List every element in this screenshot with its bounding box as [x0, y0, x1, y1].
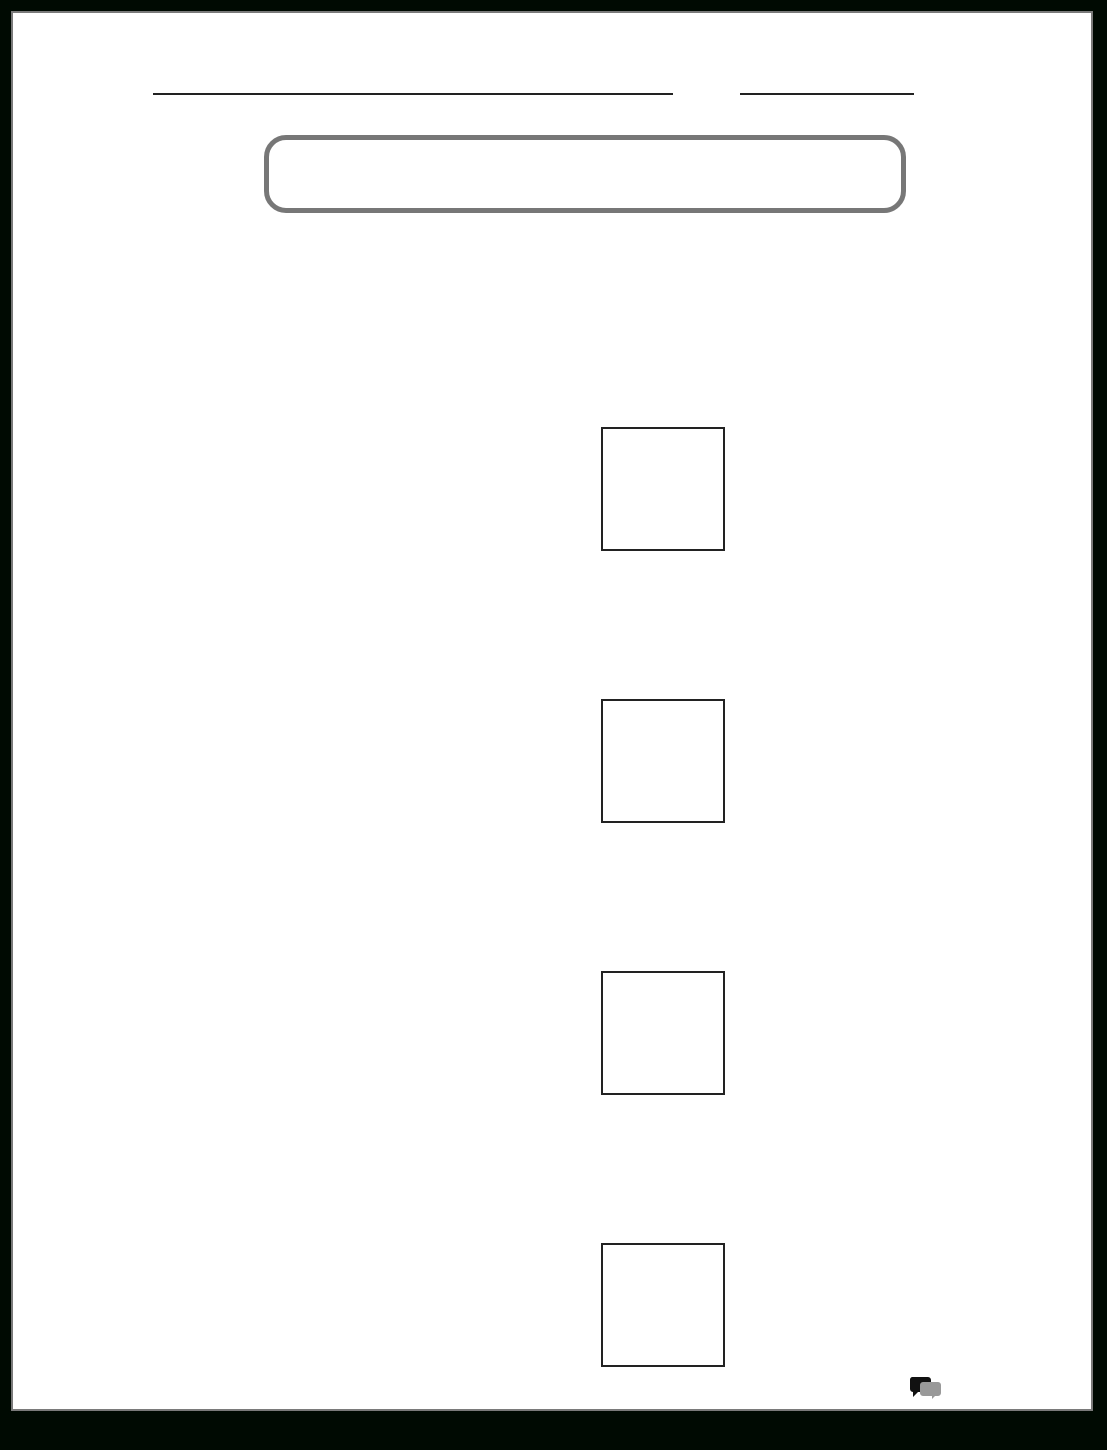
worksheet-page	[11, 11, 1093, 1411]
answer-box[interactable]	[601, 971, 725, 1095]
storyboardthat-logo	[910, 1375, 948, 1399]
number-line-2	[118, 594, 998, 674]
speech-bubbles-icon	[910, 1375, 942, 1399]
equation-2	[406, 699, 736, 823]
name-field[interactable]	[153, 93, 673, 95]
number-line-3	[118, 866, 998, 946]
number-line-4	[118, 1138, 998, 1218]
title-box	[264, 135, 906, 213]
answer-box[interactable]	[601, 1243, 725, 1367]
answer-box[interactable]	[601, 427, 725, 551]
number-line-1	[118, 322, 998, 402]
equation-1	[406, 427, 736, 551]
equation-3	[406, 971, 736, 1095]
date-field[interactable]	[740, 93, 914, 95]
answer-box[interactable]	[601, 699, 725, 823]
equation-4	[406, 1243, 736, 1367]
